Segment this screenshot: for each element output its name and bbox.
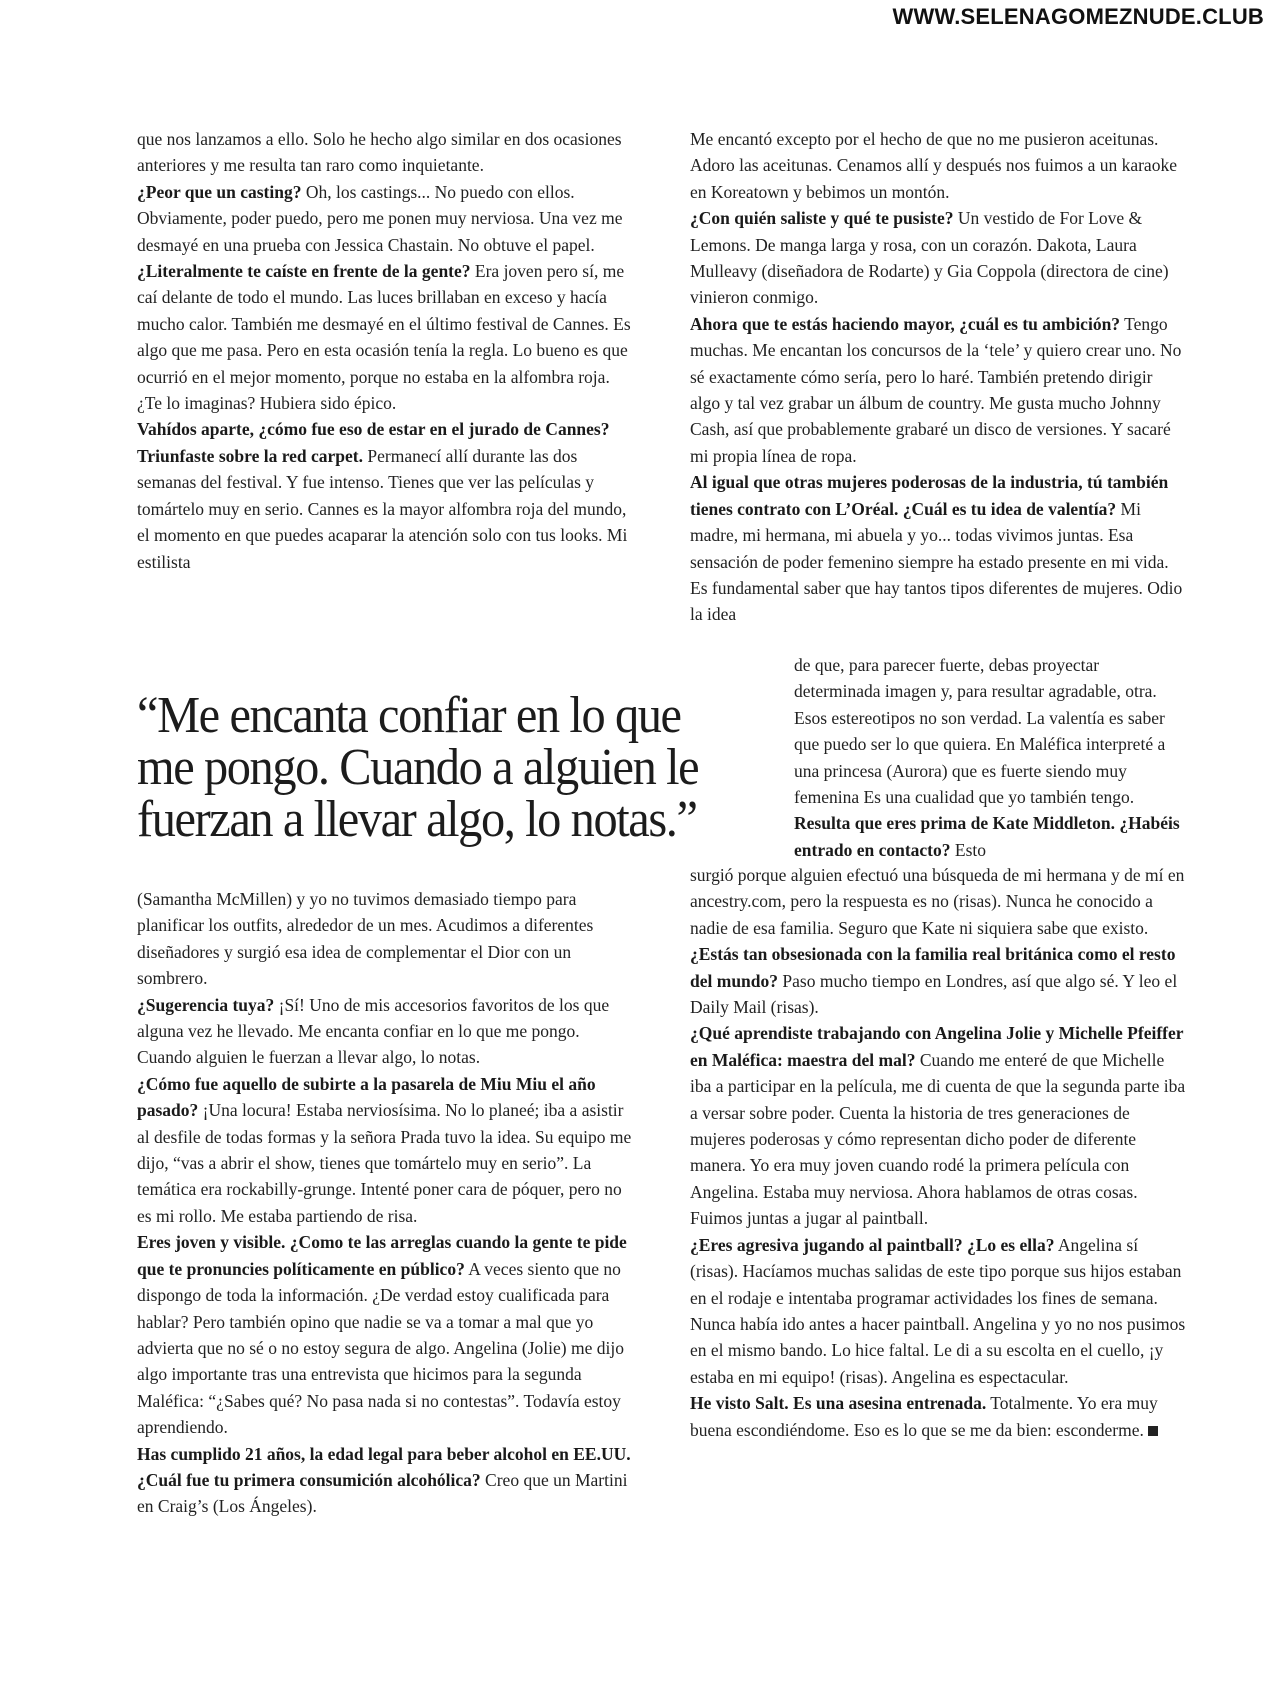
qa-paragraph: ¿Eres agresiva jugando al paintball? ¿Lo es ella? Angelina sí (risas). Hacíamos muchas salidas de este tipo porque sus hijos estaban en el rodaje e intentaba programar actividades los fines de semana. Nunca había ido antes a hacer paintball. Angelina y yo no nos pusimos en el mismo bando. Lo hice faltal. Le di a su escolta en el cuello, ¡y estaba en mi equipo! (risas). Angelina es espectacular. (690, 1234, 1186, 1387)
left-column-top (137, 126, 635, 575)
pull-quote: “Me encanta confiar en lo que me pongo. Cuando a alguien le fuerzan a llevar algo, lo notas.” (137, 687, 699, 848)
right-column-bottom (690, 862, 1186, 1443)
paragraph: Me encantó excepto por el hecho de que no me pusieron aceitunas. Adoro las aceitunas. Cenamos allí y después nos fuimos a un karaoke en Koreatown y bebimos un montón. (690, 129, 1177, 202)
qa-paragraph: ¿Estás tan obsesionada con la familia real británica como el resto del mundo? Paso mucho tiempo en Londres, así que algo sé. Y leo el Daily Mail (risas). (690, 944, 1178, 1018)
paragraph: surgió porque alguien efectuó una búsqueda de mi hermana y de mí en ancestry.com, pero la respuesta es no (risas). Nunca he conocido a nadie de esa familia. Seguro que Kate ni siquiera sabe que existo. (690, 865, 1185, 938)
qa-paragraph: Ahora que te estás haciendo mayor, ¿cuál es tu ambición? Tengo muchas. Me encantan los concursos de la ‘tele’ y quiero crear uno. No sé exactamente cómo sería, pero lo haré. También pretendo dirigir algo y tal vez grabar un álbum de country. Me gusta mucho Johnny Cash, así que probablemente grabaré un disco de versiones. Y sacaré mi propia línea de ropa. (690, 313, 1182, 466)
right-column-middle (794, 652, 1184, 863)
watermark-text: WWW.SELENAGOMEZNUDE.CLUB (892, 4, 1264, 29)
right-column-top (690, 126, 1186, 628)
paragraph: (Samantha McMillen) y yo no tuvimos demasiado tiempo para planificar los outfits, alrededor de un mes. Acudimos a diferentes diseñadores y surgió esa idea de complementar el Dior con un sombrero. (137, 889, 594, 989)
qa-paragraph: ¿Sugerencia tuya? ¡Sí! Uno de mis accesorios favoritos de los que alguna vez he llevado. Me encanta confiar en lo que me pongo. Cuando alguien le fuerzan a llevar algo, lo notas. (137, 994, 610, 1068)
qa-paragraph: Eres joven y visible. ¿Como te las arreglas cuando la gente te pide que te pronuncies políticamente en público? A veces siento que no dispongo de toda la información. ¿De verdad estoy cualificada para hablar? Pero también opino que nadie se va a tomar a mal que yo advierta que no sé o no estoy segura de algo. Angelina (Jolie) me dijo algo importante tras una entrevista que hicimos para la segunda Maléfica: “¿Sabes qué? No pasa nada si no contestas”. Todavía estoy aprendiendo. (137, 1232, 627, 1438)
qa-paragraph: Has cumplido 21 años, la edad legal para beber alcohol en EE.UU. ¿Cuál fue tu primera consumición alcohólica? Creo que un Martini en Craig’s (Los Ángeles). (137, 1443, 631, 1517)
qa-paragraph: Vahídos aparte, ¿cómo fue eso de estar en el jurado de Cannes? Triunfaste sobre la red carpet. Permanecí allí durante las dos semanas del festival. Y fue intenso. Tienes que ver las películas y tomártelo muy en serio. Cannes es la mayor alfombra roja del mundo, el momento en que puedes acaparar la atención solo con tus looks. Mi estilista (137, 419, 628, 572)
qa-paragraph: ¿Literalmente te caíste en frente de la gente? Era joven pero sí, me caí delante de todo el mundo. Las luces brillaban en exceso y hacía mucho calor. También me desmayé en el último festival de Cannes. Es algo que me pasa. Pero en esta ocasión tenía la regla. Lo bueno es que ocurrió en el mejor momento, porque no estaba en la alfombra roja. ¿Te lo imaginas? Hubiera sido épico. (137, 261, 631, 414)
qa-paragraph: ¿Qué aprendiste trabajando con Angelina Jolie y Michelle Pfeiffer en Maléfica: maestra del mal? Cuando me enteré de que Michelle iba a participar en la película, me di cuenta de que la segunda parte iba a versar sobre poder. Cuenta la historia de tres generaciones de mujeres poderosas y cómo representan dicho poder de diferente manera. Yo era muy joven cuando rodé la primera película con Angelina. Estaba muy nerviosa. Ahora hablamos de otras cosas. Fuimos juntas a jugar al paintball. (690, 1023, 1186, 1229)
paragraph: que nos lanzamos a ello. Solo he hecho algo similar en dos ocasiones anteriores y me resulta tan raro como inquietante. (137, 129, 622, 176)
end-mark-icon (1148, 1426, 1158, 1436)
qa-paragraph: Resulta que eres prima de Kate Middleton. ¿Habéis entrado en contacto? Esto (794, 813, 1180, 860)
qa-paragraph: ¿Con quién saliste y qué te pusiste? Un vestido de For Love & Lemons. De manga larga y rosa, con un corazón. Dakota, Laura Mulleavy (diseñadora de Rodarte) y Gia Coppola (directora de cine) vinieron conmigo. (690, 208, 1169, 308)
left-column-bottom (137, 886, 635, 1520)
qa-paragraph: ¿Peor que un casting? Oh, los castings... No puedo con ellos. Obviamente, poder puedo, pero me ponen muy nerviosa. Una vez me desmayé en una prueba con Jessica Chastain. No obtuve el papel. (137, 181, 623, 255)
qa-paragraph: Al igual que otras mujeres poderosas de la industria, tú también tienes contrato con L’Oréal. ¿Cuál es tu idea de valentía? Mi madre, mi hermana, mi abuela y yo... todas vivimos juntas. Esa sensación de poder femenino siempre ha estado presente en mi vida. Es fundamental saber que hay tantos tipos diferentes de mujeres. Odio la idea (690, 472, 1183, 625)
qa-paragraph: ¿Cómo fue aquello de subirte a la pasarela de Miu Miu el año pasado? ¡Una locura! Estaba nerviosísima. No lo planeé; iba a asistir al desfile de todas formas y la señora Prada tuvo la idea. Su equipo me dijo, “vas a abrir el show, tienes que tomártelo muy en serio”. La temática era rockabilly-grunge. Intenté poner cara de póquer, pero no es mi rollo. Me estaba partiendo de risa. (137, 1073, 632, 1226)
qa-paragraph: He visto Salt. Es una asesina entrenada. Totalmente. Yo era muy buena escondiéndome. Eso es lo que se me da bien: esconderme. (690, 1393, 1158, 1440)
paragraph: de que, para parecer fuerte, debas proyectar determinada imagen y, para resultar agradable, otra. Esos estereotipos no son verdad. La valentía es saber que puedo ser lo que quiera. En Maléfica interpreté a una princesa (Aurora) que es fuerte siendo muy femenina Es una cualidad que yo también tengo. (794, 655, 1166, 808)
